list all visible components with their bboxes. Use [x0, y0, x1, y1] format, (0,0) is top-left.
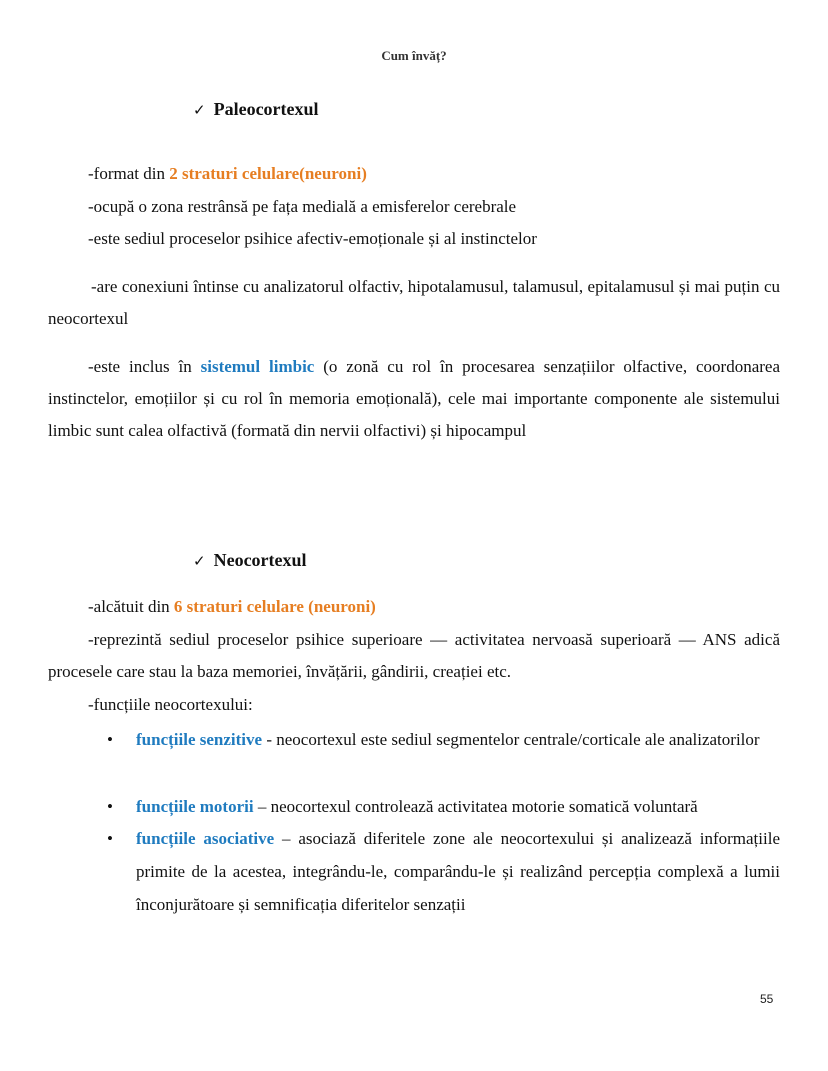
neo-line-ans: -reprezintă sediul proceselor psihice superioare — activitatea nervoasă superioară — ANS adică procesele care stau la baza memoriei, învățării, gândirii, creației etc. — [48, 630, 780, 681]
highlight-layers: 6 straturi celulare (neuroni) — [173, 597, 376, 616]
bullet-highlight: funcțiile senzitive — [136, 730, 263, 749]
bullet-text: - neocortexul este sediul segmentelor centrale/corticale ale analizatorilor — [262, 730, 760, 749]
bullet-item-senzitive — [108, 723, 780, 756]
heading-text: Neocortexul — [213, 550, 307, 570]
bullet-icon: • — [107, 829, 113, 848]
paleo-line-location: -ocupă o zona restrânsă pe fața medială a emisferelor cerebrale — [88, 197, 517, 216]
running-header: Cum învăț? — [381, 48, 447, 63]
highlight-limbic: sistemul limbic — [200, 357, 315, 376]
heading-paleocortex — [193, 97, 319, 122]
text: -este inclus în — [88, 357, 201, 376]
text: -format din — [88, 164, 170, 183]
checkmark-icon: ✓ — [193, 101, 206, 119]
text: -alcătuit din — [88, 597, 174, 616]
heading-neocortex — [193, 548, 307, 573]
heading-text: Paleocortexul — [213, 99, 319, 119]
paleo-para-limbic — [48, 351, 780, 447]
bullet-text: – neocortexul controlează activitatea motorie somatică voluntară — [253, 797, 698, 816]
bullet-text: – asociază diferitele zone ale neocortexului și analizează informațiile primite de la acestea, integrându-le, comparându-le și realizând percepția complexă a lumii înconjurătoare și semnificația diferitelor senzații — [136, 829, 780, 914]
bullet-highlight: funcțiile motorii — [136, 797, 254, 816]
text: (o zonă cu rol în procesarea senzațiilor olfactive, coordonarea instinctelor, emoțiilor și cu rol în memoria emoțională), cele mai importante componente ale sistemului limbic sunt calea olfactivă (formată din nervii olfactivi) și hipocampul — [48, 357, 780, 440]
neo-line-layers — [48, 591, 780, 623]
bullet-item-motorii — [108, 790, 780, 823]
bullet-highlight: funcțiile asociative — [136, 829, 275, 848]
bullet-icon: • — [107, 797, 113, 816]
bullet-item-asociative — [108, 822, 780, 921]
highlight-layers: 2 straturi celulare(neuroni) — [169, 164, 367, 183]
neo-line-functions: -funcțiile neocortexului: — [88, 695, 253, 714]
paleo-line-function: -este sediul proceselor psihice afectiv-emoționale și al instinctelor — [88, 229, 537, 248]
checkmark-icon: ✓ — [193, 552, 206, 570]
paleo-para-connections: -are conexiuni întinse cu analizatorul olfactiv, hipotalamusul, talamusul, epitalamusul și mai puțin cu neocortexul — [48, 277, 780, 328]
bullet-icon: • — [107, 730, 113, 749]
page-number: 55 — [760, 992, 774, 1006]
paleo-line-format — [48, 158, 780, 190]
